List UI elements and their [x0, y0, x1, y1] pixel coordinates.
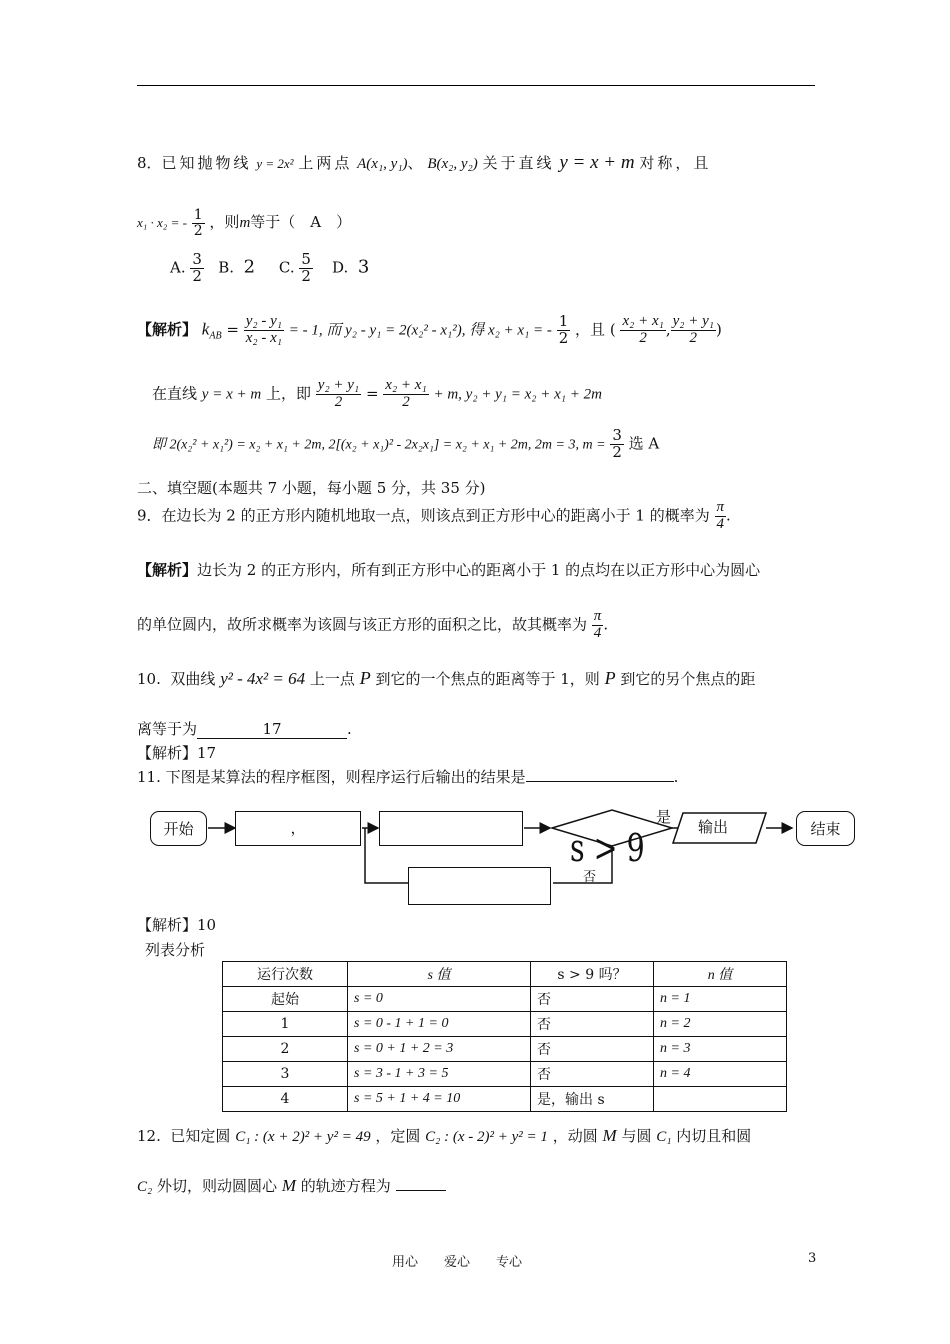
q8-line2: x₁ · x₂ = - $\frac{1}{2}$ ，则m等于（ A ）: [137, 207, 352, 239]
flow-no-label: 否: [583, 870, 597, 885]
table-header: s 值: [348, 962, 531, 987]
q11-solution: 【解析】10: [137, 916, 217, 934]
sol8-line3: 即 2(x₂² + x₁²) = x₂ + x₁ + 2m, 2[(x₂ + x₁)² - 2x₂x₁] = x₂ + x₁ + 2m, 2m = 3, m = $\frac{3}{2}$ 选 A: [152, 426, 660, 461]
sol8-line1: 【解析】 $k_{AB}$ = $\frac{\text{y₂ - y₁}}{\text{x₂ - x₁}}$ = - 1, 而 y₂ - y₁ = 2(x₂² - x₁²), 得 x₂ + x₁ = - $\frac{1}{2}$ ，且 ( $\frac{\text{x₂ + x₁}}{2}$ , $\frac{\text{y₂ + y₁}}{2}$ ): [137, 312, 722, 347]
page-number: 3: [808, 1251, 817, 1266]
table-row: 3 s = 3 - 1 + 3 = 5 否 n = 4: [223, 1062, 787, 1087]
q9-solution-line1: 【解析】边长为 2 的正方形内，所有到正方形中心的距离小于 1 的点均在以正方形中心为圆心: [137, 561, 761, 579]
flow-end: 结束: [796, 811, 855, 846]
table-header-row: [223, 962, 787, 987]
table-header: 运行次数: [223, 962, 348, 987]
header-rule: [137, 85, 815, 86]
table-header: s > 9 吗？: [531, 962, 654, 987]
q11-question: 11. 下图是某算法的程序框图，则程序运行后输出的结果是 .: [137, 765, 678, 787]
table-row: 2 s = 0 + 1 + 2 = 3 否 n = 3: [223, 1037, 787, 1062]
section-title: 二、填空题(本题共 7 小题，每小题 5 分，共 35 分): [137, 479, 486, 497]
q10-solution: 【解析】17: [137, 744, 217, 762]
q9-solution-line2: 的单位圆内，故所求概率为该圆与该正方形的面积之比，故其概率为 $\frac{\pi}{4}$ .: [137, 608, 609, 641]
q12-line2: C₂ 外切，则动圆圆心 M 的轨迹方程为: [137, 1175, 446, 1196]
q11-table: [222, 961, 787, 1112]
q11-table-intro: 列表分析: [145, 941, 206, 959]
table-row: 4 s = 5 + 1 + 4 = 10 是，输出 s: [223, 1087, 787, 1112]
sol8-line2: 在直线 y = x + m 上，即 $\frac{\text{y₂ + y₁}}{2}$ = $\frac{\text{x₂ + x₁}}{2}$ + m, y₂ + y₁ = x₂ + x₁ + 2m: [152, 377, 602, 410]
table-header: n 值: [654, 962, 787, 987]
footer-motto: 用心 爱心 专心: [392, 1255, 523, 1270]
flow-init-box: ，: [235, 811, 361, 846]
q8-line1: 8．已知抛物线 y = 2x² 上两点 A(x₁, y₁)、 B(x₂, y₂) 关于直线 y = x + m 对称，且: [137, 152, 712, 173]
table-row: 1 s = 0 - 1 + 1 = 0 否 n = 2: [223, 1012, 787, 1037]
table-row: 起始 s = 0 否 n = 1: [223, 987, 787, 1012]
flow-start: 开始: [150, 811, 207, 846]
q10-answer: 17: [197, 720, 347, 739]
q8-options: A. $\frac{3}{2}$ B. 2 C. $\frac{5}{2}$ D. 3: [170, 250, 370, 285]
q9-question: 9．在边长为 2 的正方形内随机地取一点，则该点到正方形中心的距离小于 1 的概率为 $\frac{\pi}{4}$ .: [137, 499, 731, 532]
flow-process-box: [379, 811, 523, 846]
flow-update-box: [408, 867, 551, 905]
q12-line1: 12. 已知定圆 C₁ : (x + 2)² + y² = 49 ，定圆 C₂ : (x - 2)² + y² = 1 ，动圆 M 与圆 C₁ 内切且和圆: [137, 1126, 752, 1145]
q10-line2: 离等于为 17 .: [137, 720, 352, 738]
flow-output: 输出: [698, 818, 729, 836]
q10-line1: 10. 双曲线 y² - 4x² = 64 上一点 P 到它的一个焦点的距离等于 1，则 P 到它的另个焦点的距: [137, 668, 756, 688]
flow-yes-label: 是: [656, 808, 672, 826]
flow-decision-label: s > 9: [570, 826, 645, 870]
